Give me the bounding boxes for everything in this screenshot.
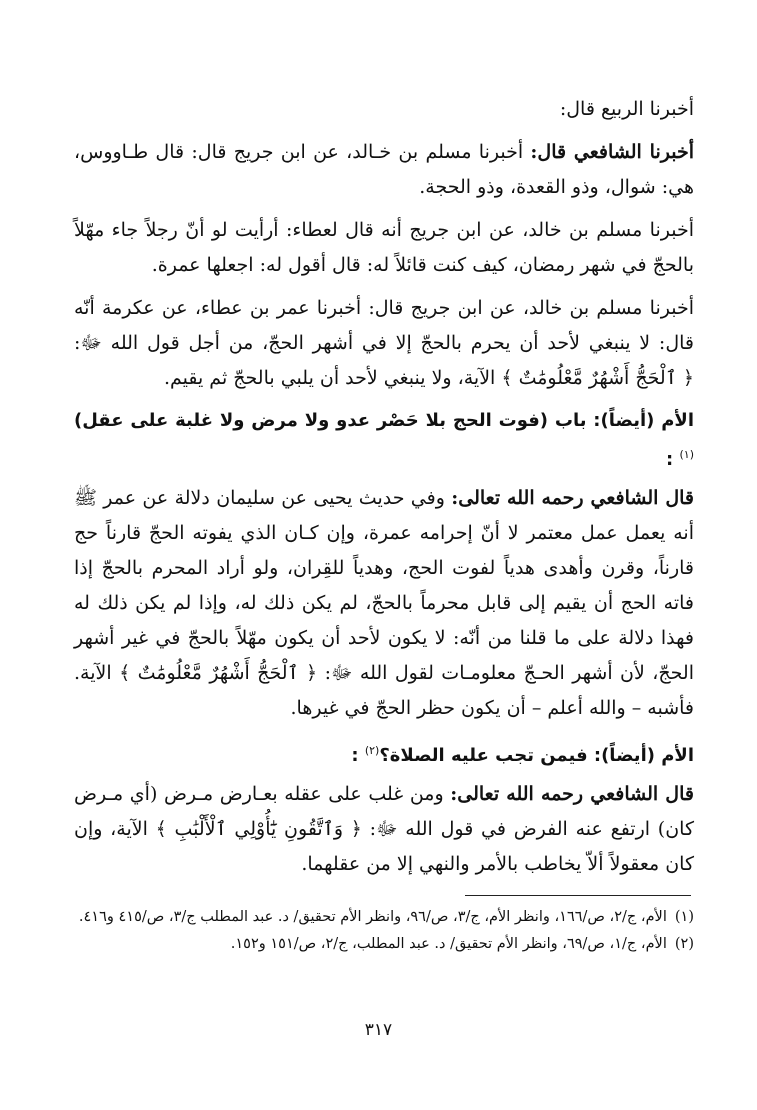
footnotes xyxy=(66,905,694,959)
footnote-1-text: الأم، ج/٢، ص/١٦٦، وانظر الأم، ج/٣، ص/٩٦، وانظر الأم تحقيق/ د. عبد المطلب ج/٣، ص/٤١٥ و٤١٦. xyxy=(78,909,667,925)
section-heading-2-text: الأم (أيضاً): فيمن تجب عليه الصلاة؟ xyxy=(379,745,694,766)
footnote-2-text: الأم، ج/١، ص/٦٩، وانظر الأم تحقيق/ د. عبد المطلب، ج/٢، ص/١٥١ و١٥٢. xyxy=(230,936,667,952)
quran-verse-2: ﴿ ٱلْحَجُّ أَشْهُرٌ مَّعْلُومَٰتٌ ﴾ xyxy=(119,662,318,684)
section-2-text-2: الآية، وإن كان معقولاً ألاّ يخاطب بالأمر والنهي إلا من عقلهما. xyxy=(74,818,694,875)
quran-verse-1: ﴿ ٱلْحَجُّ أَشْهُرٌ مَّعْلُومَٰتٌ ﴾ xyxy=(501,367,694,389)
section-2-text-1: ومن غلب على عقله بعـارض مـرض (أي مـرض كان) ارتفع عنه الفرض في قول الله ﷻ: xyxy=(74,783,694,840)
footnote-ref-2[interactable]: (٢) xyxy=(364,744,380,757)
footnote-1-number: (١) xyxy=(674,909,694,925)
quran-verse-3: ﴿ وَٱتَّقُونِ يَٰٓأُوْلِي ٱلْأَلْبَٰبِ ﴾ xyxy=(155,818,362,840)
section-1-text-2: الآية. فأشبه – والله أعلم – أن يكون حظر الحجّ في غيرها. xyxy=(74,662,694,719)
paragraph-1 xyxy=(74,92,694,127)
section-2-lead: قال الشافعي رحمه الله تعالى: xyxy=(450,783,694,805)
footnote-2 xyxy=(66,932,694,957)
paragraph-3 xyxy=(74,213,694,283)
section-1-lead: قال الشافعي رحمه الله تعالى: xyxy=(451,487,694,509)
footnote-1 xyxy=(66,905,694,930)
paragraph-2-lead: أخبرنا الشافعي قال: xyxy=(530,141,694,163)
paragraph-4-tail: الآية، ولا ينبغي لأحد أن يلبي بالحجّ ثم يقيم. xyxy=(163,367,502,389)
footnote-divider xyxy=(465,895,691,896)
section-heading-1-text: الأم (أيضاً): باب (فوت الحج بلا حَصْر عدو ولا مرض ولا غلبة على عقل) xyxy=(74,410,694,431)
page-number: ٣١٧ xyxy=(364,1020,393,1040)
section-heading-1 xyxy=(74,404,694,477)
section-1-paragraph xyxy=(74,481,694,726)
section-heading-1-colon: : xyxy=(666,449,680,470)
section-heading-2-colon: : xyxy=(351,745,365,766)
paragraph-2 xyxy=(74,135,694,205)
paragraph-4 xyxy=(74,291,694,396)
footnote-ref-1[interactable]: (١) xyxy=(679,448,694,461)
section-1-text-1: وفي حديث يحيى عن سليمان دلالة عن عمر ﷺ أنه يعمل عمل معتمر لا أنّ إحرامه عمرة، وإن كـان الذي يفوته الحجّ قارناً حج قارناً، وقرن وأهدى هدياً لفوت الحج، وهدياً للقِران، ولو أراد المحرم بالحجّ إذا فاته الحج أن يقيم إلى قابل محرماً بالحجّ، لم يكن ذلك له، وإذا لم يكن ذلك له فهذا دلالة على ما قلنا من أنّه: لا يكون لأحد أن يكون مهّلاً بالحجّ في غير أشهر الحجّ، لأن أشهر الحـجّ معلومـات لقول الله ﷻ: xyxy=(74,487,694,684)
paragraph-1-text: أخبرنا الربيع قال: xyxy=(559,98,694,120)
section-heading-2 xyxy=(74,734,694,773)
paragraph-3-text: أخبرنا مسلم بن خالد، عن ابن جريج أنه قال لعطاء: أرأيت لو أنّ رجلاً جاء مهّلاً بالحجّ في شهر رمضان، كيف كنت قائلاً له: قال أقول له: اجعلها عمرة. xyxy=(74,219,694,276)
footnote-2-number: (٢) xyxy=(674,936,694,952)
paragraph-2-text: أخبرنا مسلم بن خـالد، عن ابن جريج قال: قال طـاووس، هي: شوال، وذو القعدة، وذو الحجة. xyxy=(74,141,694,198)
page-body xyxy=(74,92,694,890)
section-2-paragraph xyxy=(74,777,694,882)
paragraph-4-text: أخبرنا مسلم بن خالد، عن ابن جريج قال: أخبرنا عمر بن عطاء، عن عكرمة أنّه قال: لا ينبغي لأحد أن يحرم بالحجّ إلا في أشهر الحجّ، من أجل قول الله ﷻ: xyxy=(74,297,694,354)
